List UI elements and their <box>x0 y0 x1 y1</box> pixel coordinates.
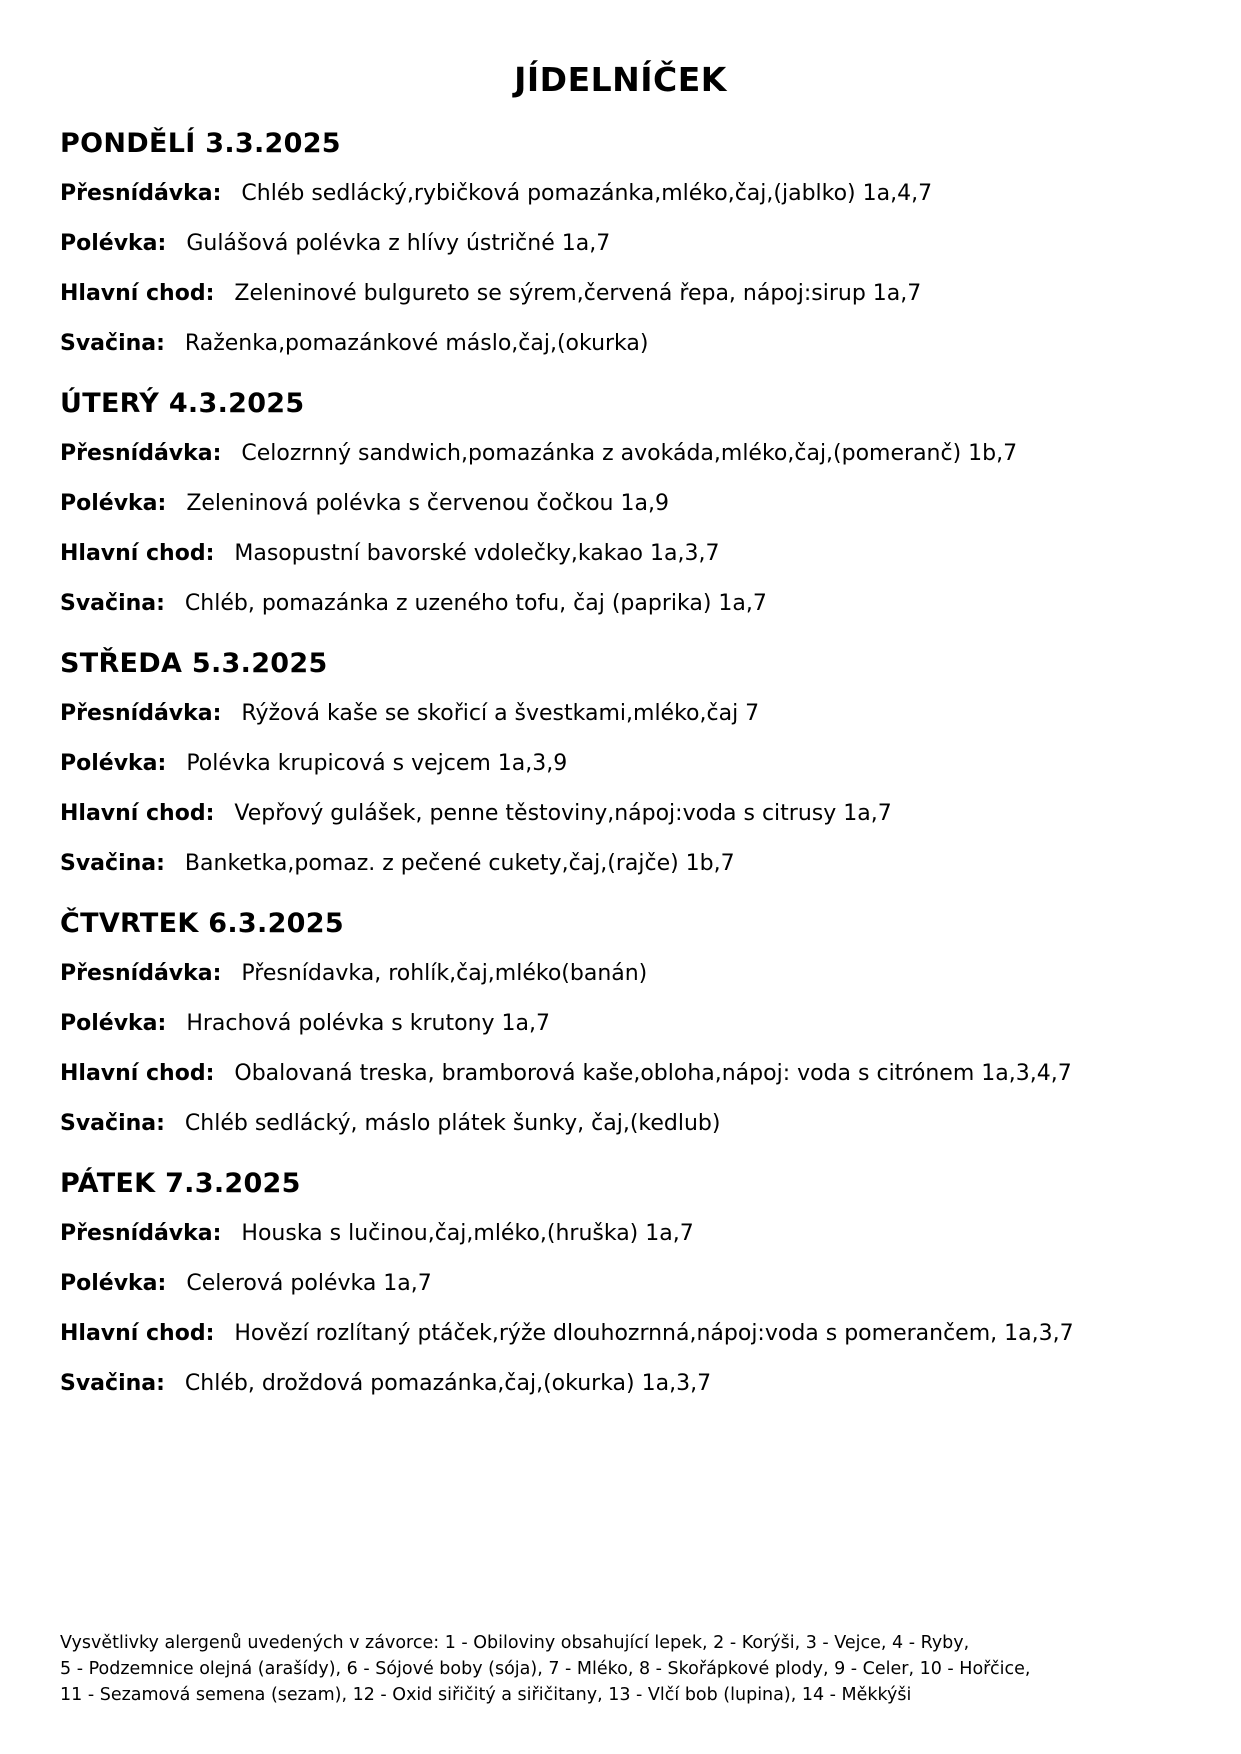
meal-snack-afternoon <box>60 1110 1200 1138</box>
day-wednesday <box>60 648 1200 908</box>
meal-text: Polévka krupicová s vejcem 1a,3,9 <box>186 751 568 776</box>
meal-text: Chléb, droždová pomazánka,čaj,(okurka) 1a,3,7 <box>184 1371 712 1396</box>
meal-snack-morning <box>60 700 1200 728</box>
meal-main-course <box>60 540 1200 568</box>
meal-snack-morning <box>60 180 1200 208</box>
meal-text: Gulášová polévka z hlívy ústričné 1a,7 <box>186 231 611 256</box>
day-heading: PÁTEK 7.3.2025 <box>60 1168 301 1199</box>
meal-text: Raženka,pomazánkové máslo,čaj,(okurka) <box>184 331 649 356</box>
meal-main-course <box>60 1320 1200 1348</box>
meal-soup <box>60 1270 1200 1298</box>
meal-label: Hlavní chod: <box>60 801 215 826</box>
meal-text: Rýžová kaše se skořicí a švestkami,mléko,čaj 7 <box>241 701 760 726</box>
meal-label: Přesnídávka: <box>60 701 222 726</box>
meal-soup <box>60 230 1200 258</box>
meal-text: Masopustní bavorské vdolečky,kakao 1a,3,7 <box>234 541 720 566</box>
meal-label: Hlavní chod: <box>60 281 215 306</box>
meal-text: Hrachová polévka s krutony 1a,7 <box>186 1011 551 1036</box>
meal-text: Hovězí rozlítaný ptáček,rýže dlouhozrnná,nápoj:voda s pomerančem, 1a,3,7 <box>234 1321 1074 1346</box>
meal-soup <box>60 1010 1200 1038</box>
meal-snack-afternoon <box>60 1370 1200 1398</box>
day-heading: PONDĚLÍ 3.3.2025 <box>60 128 341 159</box>
page-title: JÍDELNÍČEK <box>514 60 727 99</box>
meal-label: Svačina: <box>60 331 165 356</box>
meal-main-course <box>60 1060 1200 1088</box>
legend-line: 5 - Podzemnice olejná (arašídy), 6 - Sójové boby (sója), 7 - Mléko, 8 - Skořápkové plody, 9 - Celer, 10 - Hořčice, <box>60 1659 1031 1679</box>
day-thursday <box>60 908 1200 1168</box>
meal-text: Zeleninové bulgureto se sýrem,červená řepa, nápoj:sirup 1a,7 <box>234 281 922 306</box>
meal-snack-morning <box>60 1220 1200 1248</box>
meal-text: Chléb, pomazánka z uzeného tofu, čaj (paprika) 1a,7 <box>184 591 767 616</box>
meal-label: Hlavní chod: <box>60 1321 215 1346</box>
allergen-legend <box>60 1630 1200 1708</box>
meal-label: Přesnídávka: <box>60 181 222 206</box>
meal-snack-morning <box>60 440 1200 468</box>
day-monday <box>60 128 1200 388</box>
meal-label: Polévka: <box>60 491 167 516</box>
day-tuesday <box>60 388 1200 648</box>
meal-text: Zeleninová polévka s červenou čočkou 1a,9 <box>186 491 669 516</box>
meal-text: Banketka,pomaz. z pečené cukety,čaj,(rajče) 1b,7 <box>184 851 735 876</box>
meal-snack-morning <box>60 960 1200 988</box>
meal-snack-afternoon <box>60 590 1200 618</box>
meal-label: Polévka: <box>60 751 167 776</box>
meal-label: Svačina: <box>60 851 165 876</box>
legend-line: 11 - Sezamová semena (sezam), 12 - Oxid siřičitý a siřičitany, 13 - Vlčí bob (lupina), 14 - Měkkýši <box>60 1685 912 1705</box>
meal-label: Přesnídávka: <box>60 1221 222 1246</box>
meal-soup <box>60 750 1200 778</box>
meal-text: Obalovaná treska, bramborová kaše,obloha,nápoj: voda s citrónem 1a,3,4,7 <box>234 1061 1072 1086</box>
weekly-menu <box>60 128 1200 1428</box>
meal-text: Přesnídavka, rohlík,čaj,mléko(banán) <box>241 961 648 986</box>
meal-label: Přesnídávka: <box>60 441 222 466</box>
day-heading: ČTVRTEK 6.3.2025 <box>60 908 344 939</box>
meal-label: Hlavní chod: <box>60 541 215 566</box>
meal-label: Polévka: <box>60 231 167 256</box>
day-heading: ÚTERÝ 4.3.2025 <box>60 388 305 419</box>
legend-line: Vysvětlivky alergenů uvedených v závorce: 1 - Obiloviny obsahující lepek, 2 - Korýši, 3 - Vejce, 4 - Ryby, <box>60 1633 970 1653</box>
meal-text: Celerová polévka 1a,7 <box>186 1271 432 1296</box>
meal-text: Celozrnný sandwich,pomazánka z avokáda,mléko,čaj,(pomeranč) 1b,7 <box>241 441 1018 466</box>
meal-label: Polévka: <box>60 1011 167 1036</box>
day-heading: STŘEDA 5.3.2025 <box>60 648 328 679</box>
meal-text: Chléb sedlácký, máslo plátek šunky, čaj,(kedlub) <box>184 1111 721 1136</box>
meal-main-course <box>60 800 1200 828</box>
meal-label: Přesnídávka: <box>60 961 222 986</box>
meal-label: Svačina: <box>60 1371 165 1396</box>
meal-text: Houska s lučinou,čaj,mléko,(hruška) 1a,7 <box>241 1221 694 1246</box>
meal-text: Vepřový gulášek, penne těstoviny,nápoj:voda s citrusy 1a,7 <box>234 801 892 826</box>
meal-label: Svačina: <box>60 1111 165 1136</box>
meal-snack-afternoon <box>60 330 1200 358</box>
meal-soup <box>60 490 1200 518</box>
day-friday <box>60 1168 1200 1428</box>
meal-main-course <box>60 280 1200 308</box>
meal-label: Svačina: <box>60 591 165 616</box>
meal-text: Chléb sedlácký,rybičková pomazánka,mléko,čaj,(jablko) 1a,4,7 <box>241 181 933 206</box>
meal-snack-afternoon <box>60 850 1200 878</box>
meal-label: Hlavní chod: <box>60 1061 215 1086</box>
meal-label: Polévka: <box>60 1271 167 1296</box>
